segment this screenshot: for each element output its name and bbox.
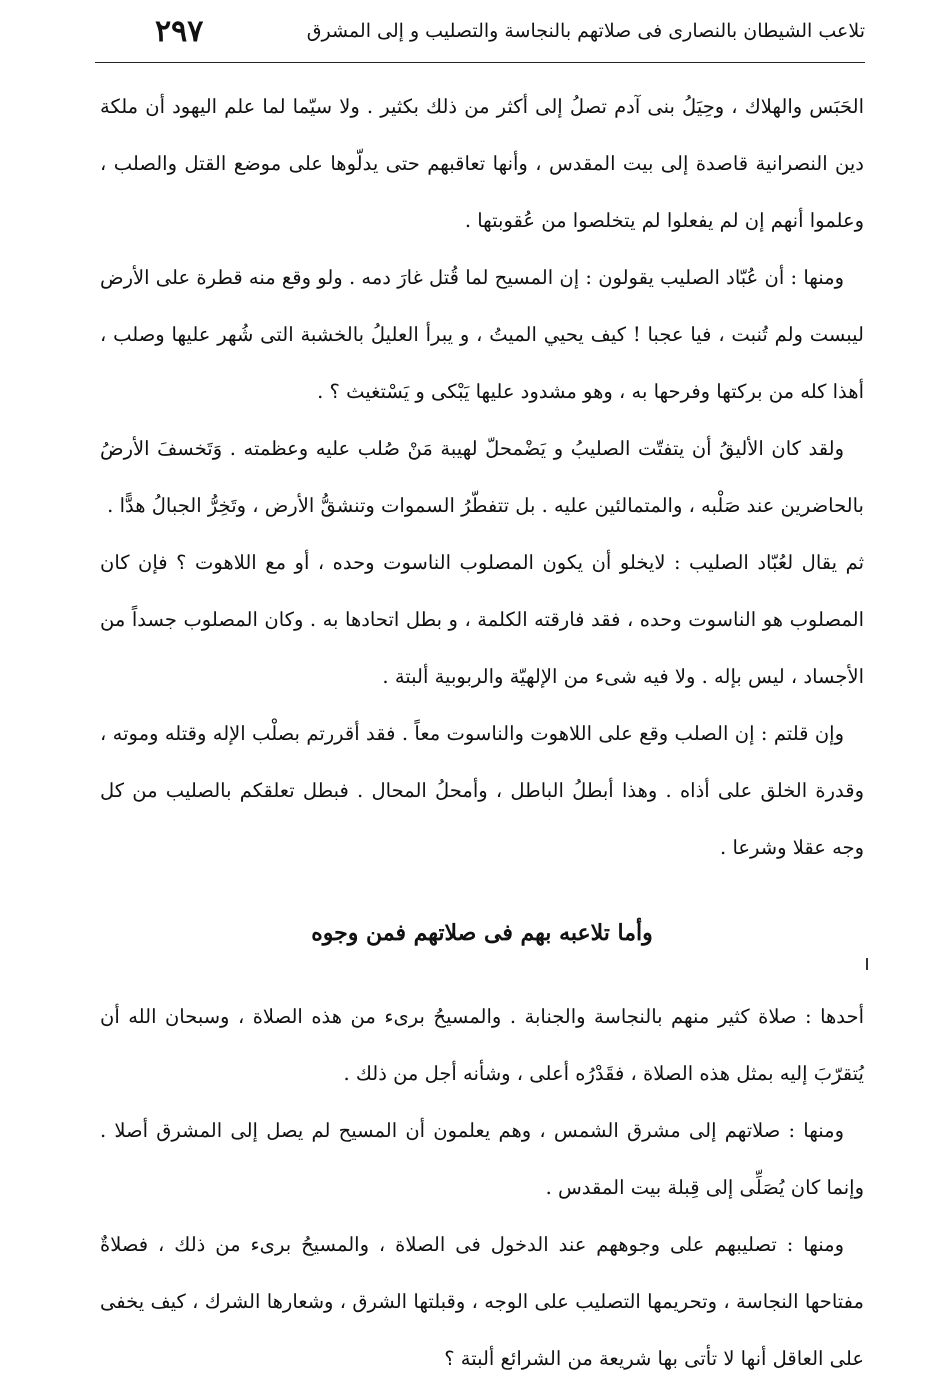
running-title: تلاعب الشيطان بالنصارى فى صلاتهم بالنجاسة والتصليب و إلى المشرق xyxy=(306,20,865,42)
paragraph: أحدها : صلاة كثير منهم بالنجاسة والجنابة . والمسيحُ برىء من هذه الصلاة ، وسبحان الله أن يُتقرّبَ إليه بمثل هذه الصلاة ، فقَدْرُه أعلى ، وشأنه أجل من ذلك . xyxy=(100,1005,864,1085)
body-text-top xyxy=(100,78,864,876)
paragraph: ومنها : تصليبهم على وجوههم عند الدخول فى الصلاة ، والمسيحُ برىء من ذلك ، فصلاةٌ مفتاحها النجاسة ، وتحريمها التصليب على الوجه ، وقبلتها الشرق ، وشعارها الشرك ، كيف يخفى على العاقل أنها لا تأتى بها شريعة من الشرائع ألبتة ؟ xyxy=(100,1233,864,1370)
page-number: ٢٩٧ xyxy=(155,14,204,49)
paragraph: ولقد كان الأليقُ أن يتفتّت الصليبُ و يَضْمحلّ لهيبة مَنْ صُلب عليه وعظمته . وَتَخسفَ الأرضُ بالحاضرين عند صَلْبه ، والمتمالئين عليه . بل تتفطّرُ السموات وتنشقُّ الأرض ، وتَخِرُّ الجبالُ هدًّا . xyxy=(100,437,864,517)
page-header xyxy=(95,14,865,58)
section-heading: وأما تلاعبه بهم فى صلاتهم فمن وجوه xyxy=(311,920,653,946)
paragraph: الحَبَس والهلاك ، وحِيَلُ بنى آدم تصلُ إلى أكثر من ذلك بكثير . ولا سيّما لما علم اليهود أن ملكة دين النصرانية قاصدة إلى بيت المقدس ، وأنها تعاقبهم حتى يدلّوها على موضع القتل والصلب ، وعلموا أنهم إن لم يفعلوا لم يتخلصوا من عُقوبتها . xyxy=(100,95,864,232)
paragraph: ومنها : أن عُبّاد الصليب يقولون : إن المسيح لما قُتل غارَ دمه . ولو وقع منه قطرة على الأرض ليبست ولم تُنبت ، فيا عجبا ! كيف يحيي الميتُ ، و يبرأ العليلُ بالخشبة التى شُهر عليها وصلب ، أهذا كله من بركتها وفرحها به ، وهو مشدود عليها يَبْكى و يَسْتغيث ؟ . xyxy=(100,266,864,403)
paragraph: ثم يقال لعُبّاد الصليب : لايخلو أن يكون المصلوب الناسوت وحده ، أو مع اللاهوت ؟ فإن كان المصلوب هو الناسوت وحده ، فقد فارقته الكلمة ، و بطل اتحادها به . وكان المصلوب جسداً من الأجساد ، ليس بإله . ولا فيه شىء من الإلهيّة والربوبية ألبتة . xyxy=(100,551,864,688)
header-rule xyxy=(95,62,865,63)
paragraph: ومنها : صلاتهم إلى مشرق الشمس ، وهم يعلمون أن المسيح لم يصل إلى المشرق أصلا . وإنما كان يُصَلِّى إلى قِبلة بيت المقدس . xyxy=(100,1119,864,1199)
paragraph: وإن قلتم : إن الصلب وقع على اللاهوت والناسوت معاً . فقد أقررتم بصلْب الإله وقتله وموته ، وقدرة الخلق على أذاه . وهذا أبطلُ الباطل ، وأمحلُ المحال . فبطل تعلقكم بالصليب من كل وجه عقلا وشرعا . xyxy=(100,722,864,859)
margin-mark xyxy=(866,958,868,970)
body-text-bottom xyxy=(100,988,864,1387)
